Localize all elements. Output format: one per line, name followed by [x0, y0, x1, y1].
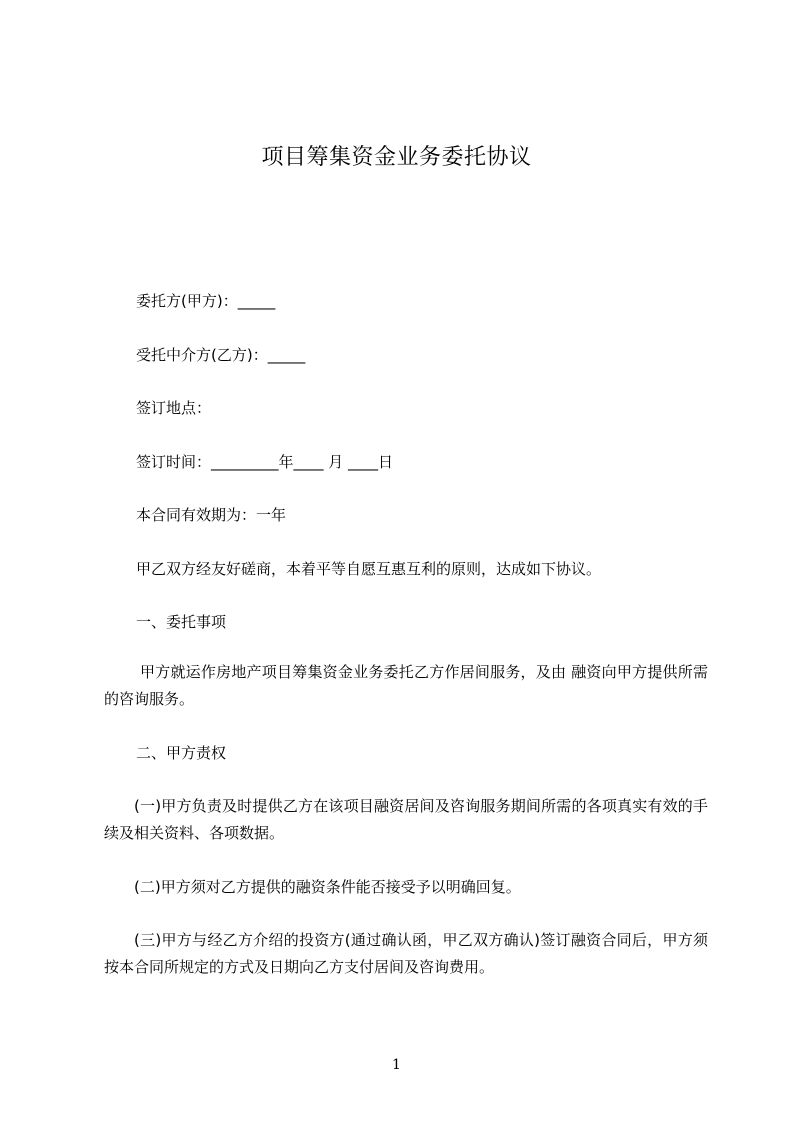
section-paragraph: (二)甲方须对乙方提供的融资条件能否接受予以明确回复。 — [134, 878, 521, 896]
section-heading: 二、甲方责权 — [136, 744, 227, 762]
section-paragraph: 甲方就运作房地产项目筹集资金业务委托乙方作居间服务，及由 融资向甲方提供所需的咨询服务。 — [104, 663, 708, 708]
location-field: 签订地点： — [136, 399, 212, 417]
validity-field: 本合同有效期为：一年 — [136, 506, 287, 524]
document-title: 项目筹集资金业务委托协议 — [261, 145, 532, 170]
intro-paragraph: 甲乙双方经友好磋商，本着平等自愿互惠互利的原则，达成如下协议。 — [136, 560, 602, 578]
section-heading: 一、委托事项 — [136, 613, 227, 631]
section-paragraph: (一)甲方负责及时提供乙方在该项目融资居间及咨询服务期间所需的各项真实有效的手续及相关资料、各项数据。 — [104, 797, 708, 842]
date-field: 签订时间：_________年____ 月 ____日 — [136, 453, 394, 471]
principal-field: 委托方(甲方)：_____ — [136, 292, 276, 310]
section-paragraph: (三)甲方与经乙方介绍的投资方(通过确认函，甲乙双方确认)签订融资合同后，甲方须按本合同所规定的方式及日期向乙方支付居间及咨询费用。 — [104, 931, 708, 976]
page-number: 1 — [392, 1057, 401, 1073]
agent-field: 受托中介方(乙方)：_____ — [136, 346, 306, 364]
